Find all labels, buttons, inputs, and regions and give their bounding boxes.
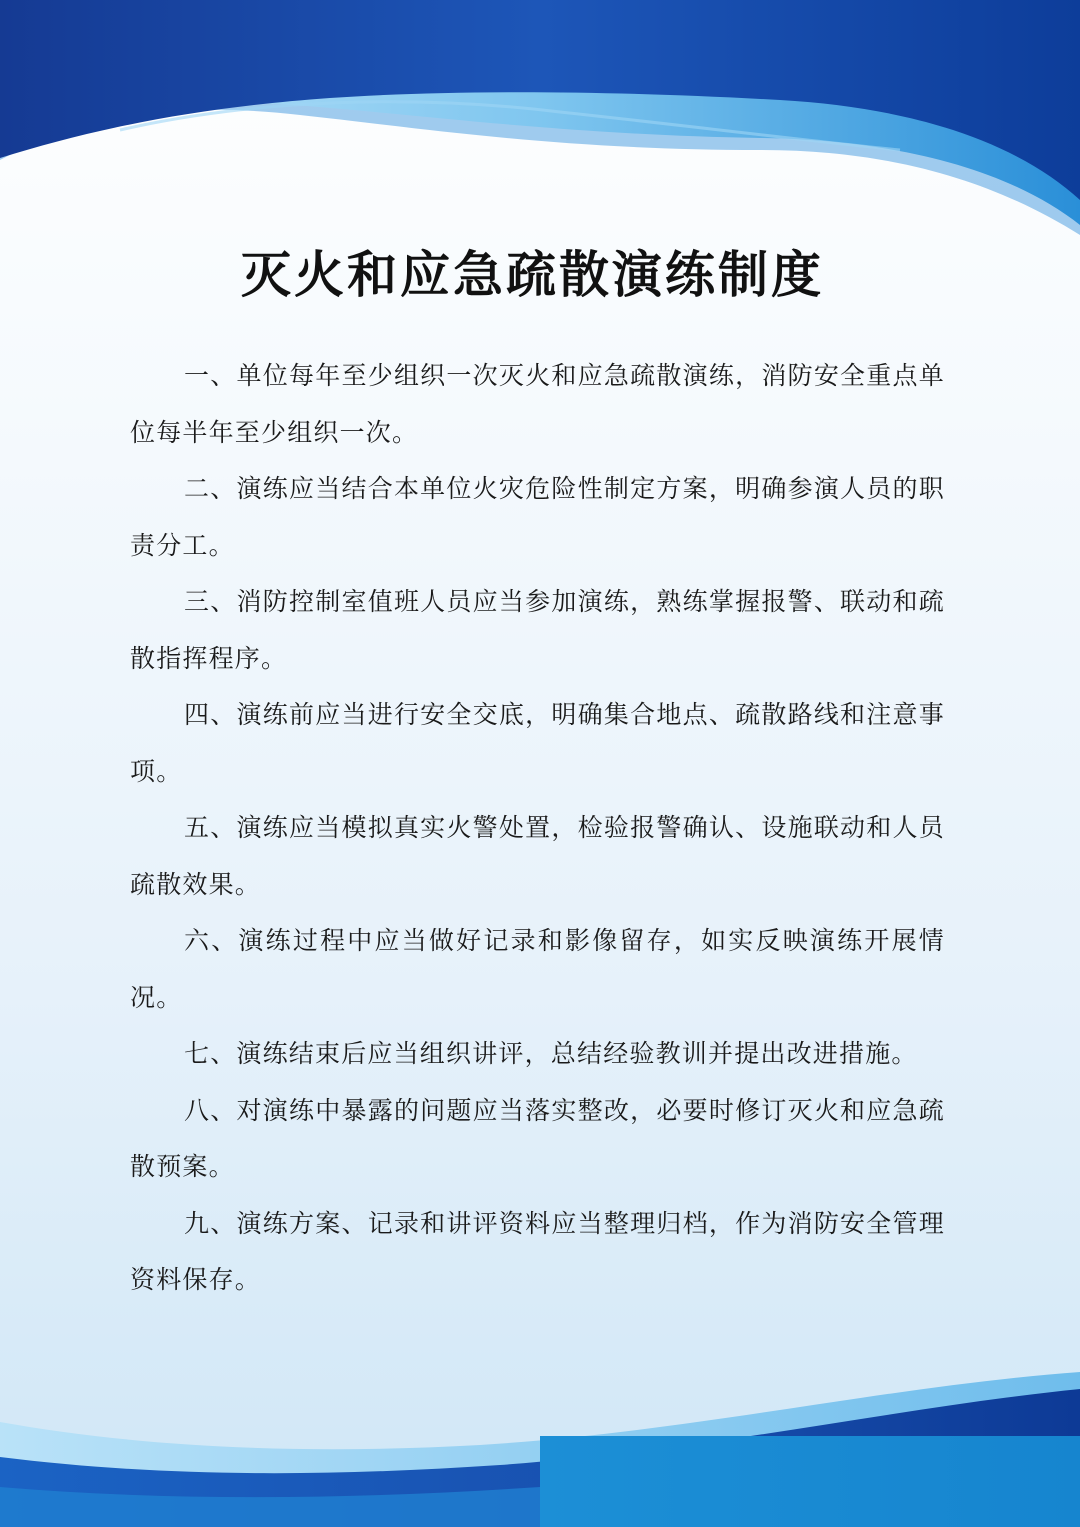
clause-8: 八、对演练中暴露的问题应当落实整改，必要时修订灭火和应急疏散预案。 <box>130 1095 945 1181</box>
document-body <box>130 230 945 1309</box>
top-wave-decoration <box>0 0 1080 240</box>
clause-1: 一、单位每年至少组织一次灭火和应急疏散演练，消防安全重点单位每半年至少组织一次。 <box>130 361 945 447</box>
clause-3: 三、消防控制室值班人员应当参加演练，熟练掌握报警、联动和疏散指挥程序。 <box>130 587 945 673</box>
clause-2: 二、演练应当结合本单位火灾危险性制定方案，明确参演人员的职责分工。 <box>130 474 945 560</box>
clause-9: 九、演练方案、记录和讲评资料应当整理归档，作为消防安全管理资料保存。 <box>130 1208 945 1294</box>
clause-6: 六、演练过程中应当做好记录和影像留存，如实反映演练开展情况。 <box>130 926 945 1012</box>
clause-7: 七、演练结束后应当组织讲评，总结经验教训并提出改进措施。 <box>184 1039 918 1068</box>
clause-5: 五、演练应当模拟真实火警处置，检验报警确认、设施联动和人员疏散效果。 <box>130 813 945 899</box>
clause-list <box>130 348 945 1309</box>
corner-color-block <box>540 1436 1080 1527</box>
clause-4: 四、演练前应当进行安全交底，明确集合地点、疏散路线和注意事项。 <box>130 700 945 786</box>
document-title: 灭火和应急疏散演练制度 <box>241 246 824 304</box>
